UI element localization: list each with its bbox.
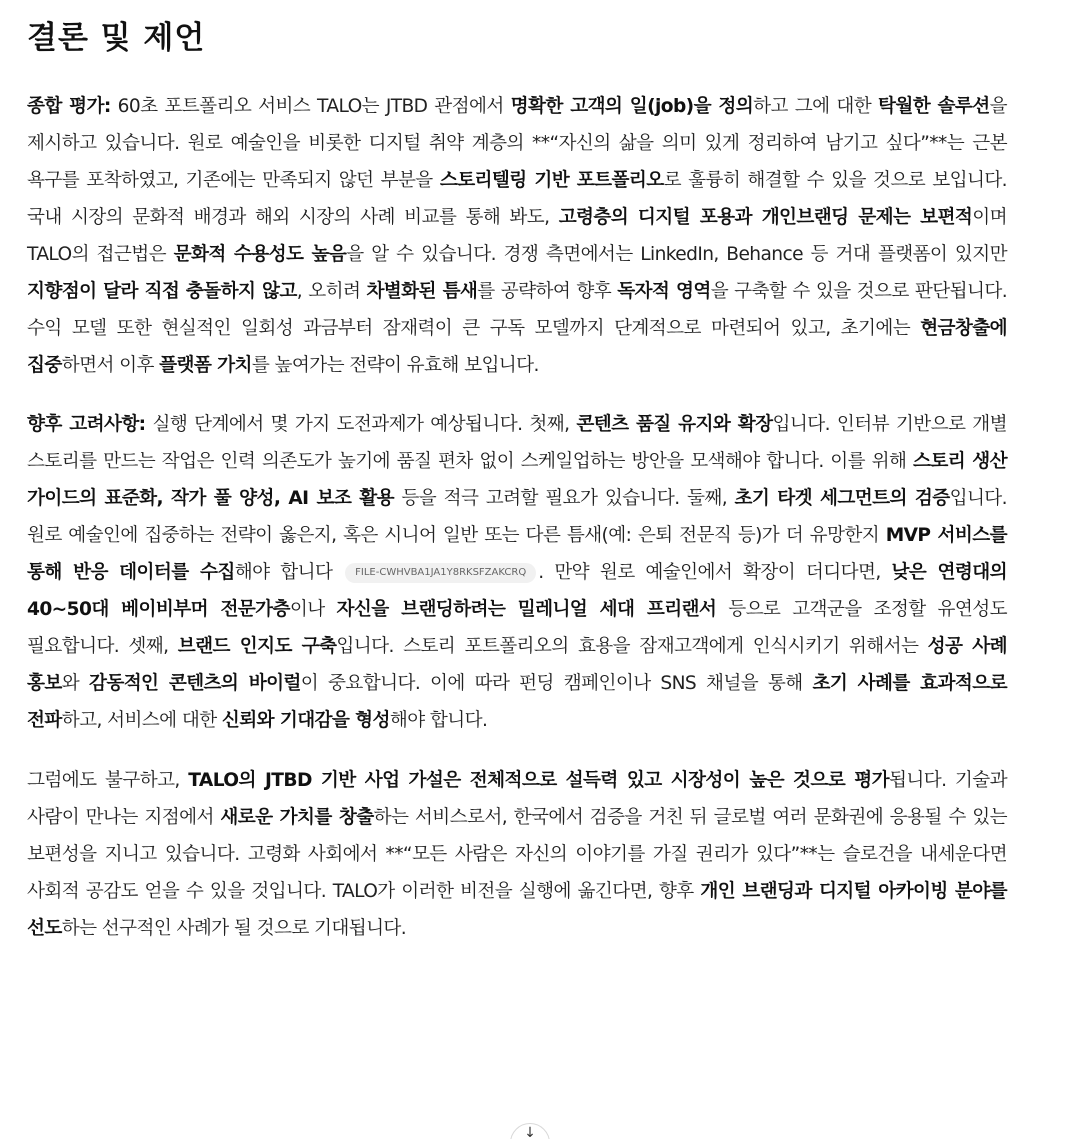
text-run: 하면서 이후 — [61, 355, 160, 376]
text-run: 등으로 고객군을 조정할 유연성도 필요합니다. 셋째, — [27, 599, 1007, 657]
bold-emphasis: 브랜드 인지도 구축 — [177, 636, 337, 657]
bold-emphasis: 종합 평가: — [27, 96, 111, 117]
bold-emphasis: 탁월한 솔루션 — [878, 96, 990, 117]
bold-emphasis: 초기 사례를 효과적으로 전파 — [27, 673, 1007, 731]
bold-emphasis: 독자적 영역 — [617, 281, 711, 302]
document-body — [27, 0, 1007, 947]
text-run: 입니다. 원로 예술인에 집중하는 전략이 옳은지, 혹은 시니어 일반 또는 다른 틈새(예: 은퇴 전문직 등)가 더 유망한지 — [27, 488, 1007, 546]
bold-emphasis: 문화적 수용성도 높음 — [173, 244, 347, 265]
file-citation-chip[interactable]: FILE-CWHVBA1JA1Y8RKSFZAKCRQ — [345, 563, 536, 583]
bold-emphasis: 감동적인 콘텐츠의 바이럴 — [88, 673, 301, 694]
bold-emphasis: 새로운 가치를 창출 — [220, 807, 374, 828]
bold-emphasis: 성공 사례 홍보 — [27, 636, 1007, 694]
text-run: 60초 포트폴리오 서비스 TALO는 JTBD 관점에서 — [110, 96, 511, 117]
text-run: 입니다. 인터뷰 기반으로 개별 스토리를 만드는 작업은 인력 의존도가 높기에 품질 편차 없이 스케일업하는 방안을 모색해야 합니다. 이를 위해 — [27, 414, 1007, 472]
text-run: 됩니다. 기술과 사람이 만나는 지점에서 — [27, 770, 1008, 828]
paragraph-overall-evaluation — [27, 88, 1007, 384]
bold-emphasis: 콘텐츠 품질 유지와 확장 — [576, 414, 773, 435]
text-run: 을 제시하고 있습니다. 원로 예술인을 비롯한 디지털 취약 계층의 **“자신의 삶을 의미 있게 정리하여 남기고 싶다”**는 근본 욕구를 포착하였고, 기존에는 만족되지 않던 부분을 — [27, 96, 1008, 191]
bold-emphasis: 지향점이 달라 직접 충돌하지 않고 — [27, 281, 297, 302]
text-run: 을 구축할 수 있을 것으로 판단됩니다. 수익 모델 또한 현실적인 일회성 과금부터 잠재력이 큰 구독 모델까지 단계적으로 마련되어 있고, 초기에는 — [27, 281, 1008, 339]
text-run: 로 훌륭히 해결할 수 있을 것으로 보입니다. 국내 시장의 문화적 배경과 해외 시장의 사례 비교를 통해 봐도, — [27, 170, 1007, 228]
text-run: 실행 단계에서 몇 가지 도전과제가 예상됩니다. 첫째, — [145, 414, 577, 435]
text-run: 을 알 수 있습니다. 경쟁 측면에서는 LinkedIn, Behance 등 거대 플랫폼이 있지만 — [346, 244, 1007, 265]
text-run: 를 높여가는 전략이 유효해 보입니다. — [251, 355, 539, 376]
bold-emphasis: 고령층의 디지털 포용과 개인브랜딩 문제는 보편적 — [558, 207, 973, 228]
bold-emphasis: 명확한 고객의 일(job)을 정의 — [510, 96, 754, 117]
bold-emphasis: 낮은 연령대의 40~50대 베이비부머 전문가층 — [27, 562, 1007, 620]
text-run: 하는 선구적인 사례가 될 것으로 기대됩니다. — [61, 918, 407, 939]
text-run: 를 공략하여 향후 — [477, 281, 618, 302]
text-run: 이 중요합니다. 이에 따라 펀딩 캠페인이나 SNS 채널을 통해 — [300, 673, 813, 694]
paragraph-future-considerations — [27, 406, 1007, 739]
text-run: 해야 합니다 — [234, 562, 344, 583]
text-run: , 오히려 — [296, 281, 367, 302]
bold-emphasis: 스토리텔링 기반 포트폴리오 — [439, 170, 664, 191]
text-run: 이며 TALO의 접근법은 — [27, 207, 1007, 265]
bold-emphasis: 스토리 생산 가이드의 표준화, 작가 풀 양성, AI 보조 활용 — [27, 451, 1007, 509]
bold-emphasis: 신뢰와 기대감을 형성 — [221, 710, 390, 731]
bold-emphasis: 향후 고려사항: — [27, 414, 146, 435]
bold-emphasis: 플랫폼 가치 — [159, 355, 252, 376]
bold-emphasis: 차별화된 틈새 — [366, 281, 478, 302]
bold-emphasis: MVP 서비스를 통해 반응 데이터를 수집 — [27, 525, 1007, 583]
bold-emphasis: 현금창출에 집중 — [27, 318, 1007, 376]
text-run: 하고 그에 대한 — [753, 96, 878, 117]
text-run: 하고, 서비스에 대한 — [61, 710, 222, 731]
text-run: 하는 서비스로서, 한국에서 검증을 거친 뒤 글로벌 여러 문화권에 응용될 수 있는 보편성을 지니고 있습니다. 고령화 사회에서 **“모든 사람은 자신의 이야기를 가질 권리가 있다”**는 슬로건을 내세운다면 사회적 공감도 얻을 수 있을 것입니다. TALO가 이러한 비전을 실행에 옮긴다면, 향후 — [27, 807, 1007, 902]
text-run: 와 — [61, 673, 89, 694]
bold-emphasis: 자신을 브랜딩하려는 밀레니얼 세대 프리랜서 — [336, 599, 717, 620]
scroll-down-button[interactable] — [510, 1123, 550, 1139]
text-run: 이나 — [289, 599, 337, 620]
bold-emphasis: 초기 타겟 세그먼트의 검증 — [734, 488, 950, 509]
bold-emphasis: 개인 브랜딩과 디지털 아카이빙 분야를 선도 — [27, 881, 1008, 939]
text-run: 그럼에도 불구하고, — [27, 770, 189, 791]
bold-emphasis: TALO의 JTBD 기반 사업 가설은 전체적으로 설득력 있고 시장성이 높은 것으로 평가 — [188, 770, 889, 791]
text-run: . 만약 원로 예술인에서 확장이 더디다면, — [538, 562, 892, 583]
arrow-down-icon: ↓ — [524, 1125, 536, 1139]
text-run: 해야 합니다. — [389, 710, 488, 731]
text-run: 등을 적극 고려할 필요가 있습니다. 둘째, — [393, 488, 735, 509]
paragraph-conclusion — [27, 762, 1007, 947]
text-run: 입니다. 스토리 포트폴리오의 효용을 잠재고객에게 인식시키기 위해서는 — [336, 636, 928, 657]
section-heading: 결론 및 제언 — [27, 20, 206, 56]
